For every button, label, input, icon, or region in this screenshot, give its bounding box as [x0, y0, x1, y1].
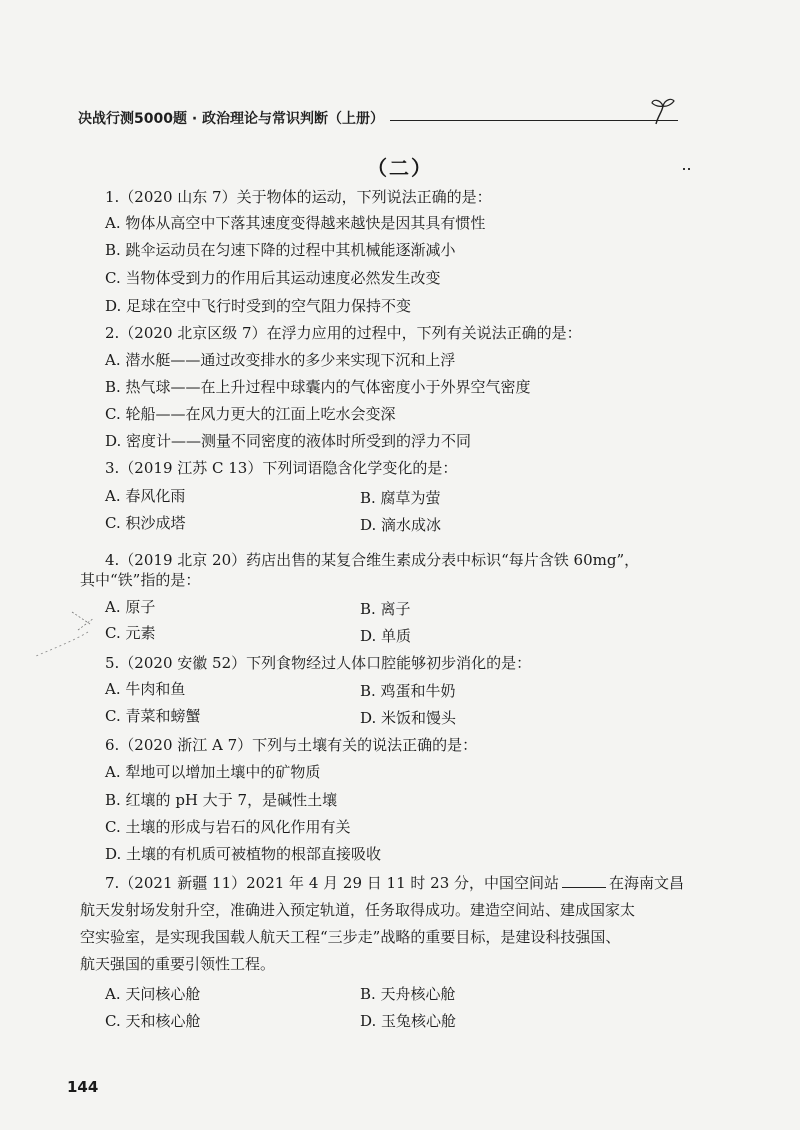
question-5-stem: 5.（2020 安徽 52）下列食物经过人体口腔能够初步消化的是： [105, 654, 532, 672]
question-2-option-c: C. 轮船——在风力更大的江面上吃水会变深 [105, 405, 396, 423]
question-1-option-b: B. 跳伞运动员在匀速下降的过程中其机械能逐渐减小 [105, 241, 456, 259]
question-3-option-c: C. 积沙成塔 [105, 514, 186, 532]
question-3-option-a: A. 春风化雨 [105, 487, 186, 505]
question-6-option-b: B. 红壤的 pH 大于 7，是碱性土壤 [105, 791, 338, 809]
page-number: 144 [67, 1078, 99, 1096]
question-7-stem-line-3: 空实验室，是实现我国载人航天工程“三步走”战略的重要目标，是建设科技强国、 [80, 928, 621, 946]
question-2-option-a: A. 潜水艇——通过改变排水的多少来实现下沉和上浮 [105, 351, 456, 369]
question-4-stem-line-2: 其中“铁”指的是： [80, 571, 201, 589]
question-3-option-d: D. 滴水成冰 [360, 516, 442, 534]
question-4-option-c: C. 元素 [105, 624, 156, 642]
question-7-option-c: C. 天和核心舱 [105, 1012, 201, 1030]
book-title: 决战行测5000题 · 政治理论与常识判断（上册） [78, 111, 385, 127]
question-5-option-b: B. 鸡蛋和牛奶 [360, 682, 456, 700]
question-1-option-d: D. 足球在空中飞行时受到的空气阻力保持不变 [105, 297, 412, 315]
question-5-option-c: C. 青菜和螃蟹 [105, 707, 201, 725]
running-header [78, 106, 678, 130]
question-7-option-a: A. 天问核心舱 [105, 985, 201, 1003]
question-6-option-d: D. 土壤的有机质可被植物的根部直接吸收 [105, 845, 382, 863]
answer-blank [562, 872, 606, 888]
question-7-option-b: B. 天舟核心舱 [360, 985, 456, 1003]
sprout-icon [650, 96, 676, 126]
question-7-option-d: D. 玉兔核心舱 [360, 1012, 457, 1030]
question-5-option-a: A. 牛肉和鱼 [105, 680, 186, 698]
question-6-option-a: A. 犁地可以增加土壤中的矿物质 [105, 763, 321, 781]
section-title: （二） [367, 156, 433, 180]
speck [688, 168, 690, 170]
question-1-stem: 1.（2020 山东 7）关于物体的运动，下列说法正确的是： [105, 188, 492, 206]
question-4-option-d: D. 单质 [360, 627, 412, 645]
question-1-option-a: A. 物体从高空中下落其速度变得越来越快是因其具有惯性 [105, 214, 486, 232]
question-6-option-c: C. 土壤的形成与岩石的风化作用有关 [105, 818, 351, 836]
question-2-option-d: D. 密度计——测量不同密度的液体时所受到的浮力不同 [105, 432, 472, 450]
question-7-stem-line-1 [105, 872, 684, 894]
question-2-stem: 2.（2020 北京区级 7）在浮力应用的过程中，下列有关说法正确的是： [105, 324, 582, 342]
question-5-option-d: D. 米饭和馒头 [360, 709, 457, 727]
question-3-option-b: B. 腐草为萤 [360, 489, 441, 507]
question-4-option-a: A. 原子 [105, 598, 156, 616]
question-7-stem-part-2: 在海南文昌 [609, 874, 685, 892]
header-rule [390, 120, 678, 121]
question-4-option-b: B. 离子 [360, 600, 411, 618]
question-1-option-c: C. 当物体受到力的作用后其运动速度必然发生改变 [105, 269, 441, 287]
question-3-stem: 3.（2019 江苏 C 13）下列词语隐含化学变化的是： [105, 459, 458, 477]
question-7-stem-line-4: 航天强国的重要引领性工程。 [80, 955, 276, 973]
question-7-stem-part-1: 7.（2021 新疆 11）2021 年 4 月 29 日 11 时 23 分，中国空间站 [105, 874, 560, 892]
question-7-stem-line-2: 航天发射场发射升空，准确进入预定轨道，任务取得成功。建造空间站、建成国家太 [80, 901, 636, 919]
speck [683, 168, 685, 170]
question-6-stem: 6.（2020 浙江 A 7）下列与土壤有关的说法正确的是： [105, 736, 478, 754]
question-4-stem-line-1: 4.（2019 北京 20）药店出售的某复合维生素成分表中标识“每片含铁 60mg”， [105, 551, 640, 569]
question-2-option-b: B. 热气球——在上升过程中球囊内的气体密度小于外界空气密度 [105, 378, 531, 396]
